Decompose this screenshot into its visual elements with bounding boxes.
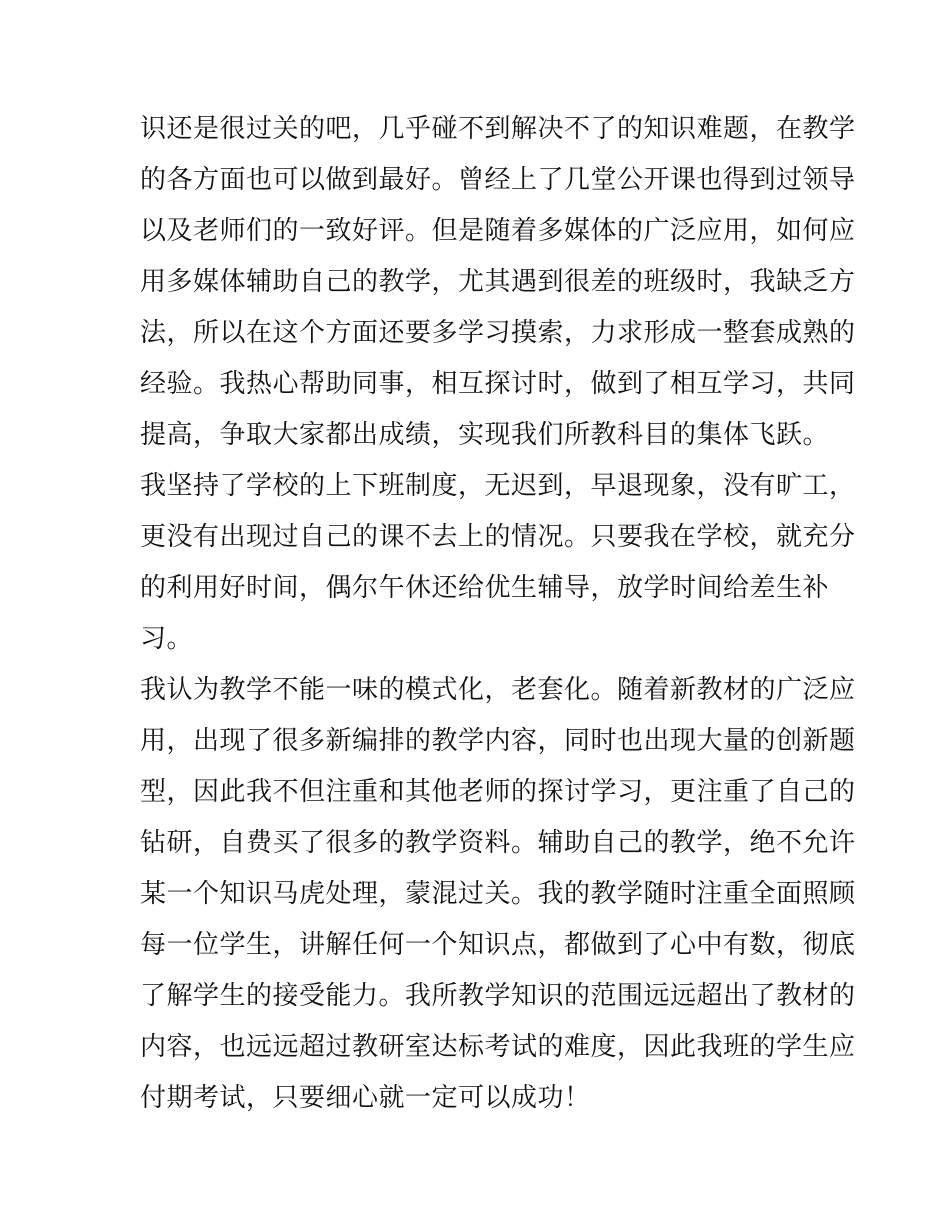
text-line: 法，所以在这个方面还要多学习摸索，力求形成一整套成熟的: [140, 318, 856, 348]
text-line: 内容，也远远超过教研室达标考试的难度，因此我班的学生应: [140, 1032, 856, 1062]
text-line: 的各方面也可以做到最好。曾经上了几堂公开课也得到过领导: [140, 165, 856, 195]
text-line: 我认为教学不能一味的模式化，老套化。随着新教材的广泛应: [140, 675, 856, 705]
text-line: 付期考试，只要细心就一定可以成功！: [140, 1083, 591, 1113]
text-line: 以及老师们的一致好评。但是随着多媒体的广泛应用，如何应: [140, 216, 856, 246]
text-line: 习。: [140, 624, 194, 654]
text-line: 提高，争取大家都出成绩，实现我们所教科目的集体飞跃。: [140, 420, 830, 450]
text-line: 识还是很过关的吧，几乎碰不到解决不了的知识难题，在教学: [140, 114, 856, 144]
text-line: 我坚持了学校的上下班制度，无迟到，早退现象，没有旷工，: [140, 471, 856, 501]
document-body: [140, 104, 856, 1124]
text-line: 用，出现了很多新编排的教学内容，同时也出现大量的创新题: [140, 726, 856, 756]
text-line: 的利用好时间，偶尔午休还给优生辅导，放学时间给差生补: [140, 573, 830, 603]
text-line: 型，因此我不但注重和其他老师的探讨学习，更注重了自己的: [140, 777, 856, 807]
text-line: 经验。我热心帮助同事，相互探讨时，做到了相互学习，共同: [140, 369, 856, 399]
text-line: 每一位学生，讲解任何一个知识点，都做到了心中有数，彻底: [140, 930, 856, 960]
text-line: 钻研，自费买了很多的教学资料。辅助自己的教学，绝不允许: [140, 828, 856, 858]
text-line: 了解学生的接受能力。我所教学知识的范围远远超出了教材的: [140, 981, 856, 1011]
text-line: 用多媒体辅助自己的教学，尤其遇到很差的班级时，我缺乏方: [140, 267, 856, 297]
text-line: 更没有出现过自己的课不去上的情况。只要我在学校，就充分: [140, 522, 856, 552]
text-line: 某一个知识马虎处理，蒙混过关。我的教学随时注重全面照顾: [140, 879, 856, 909]
